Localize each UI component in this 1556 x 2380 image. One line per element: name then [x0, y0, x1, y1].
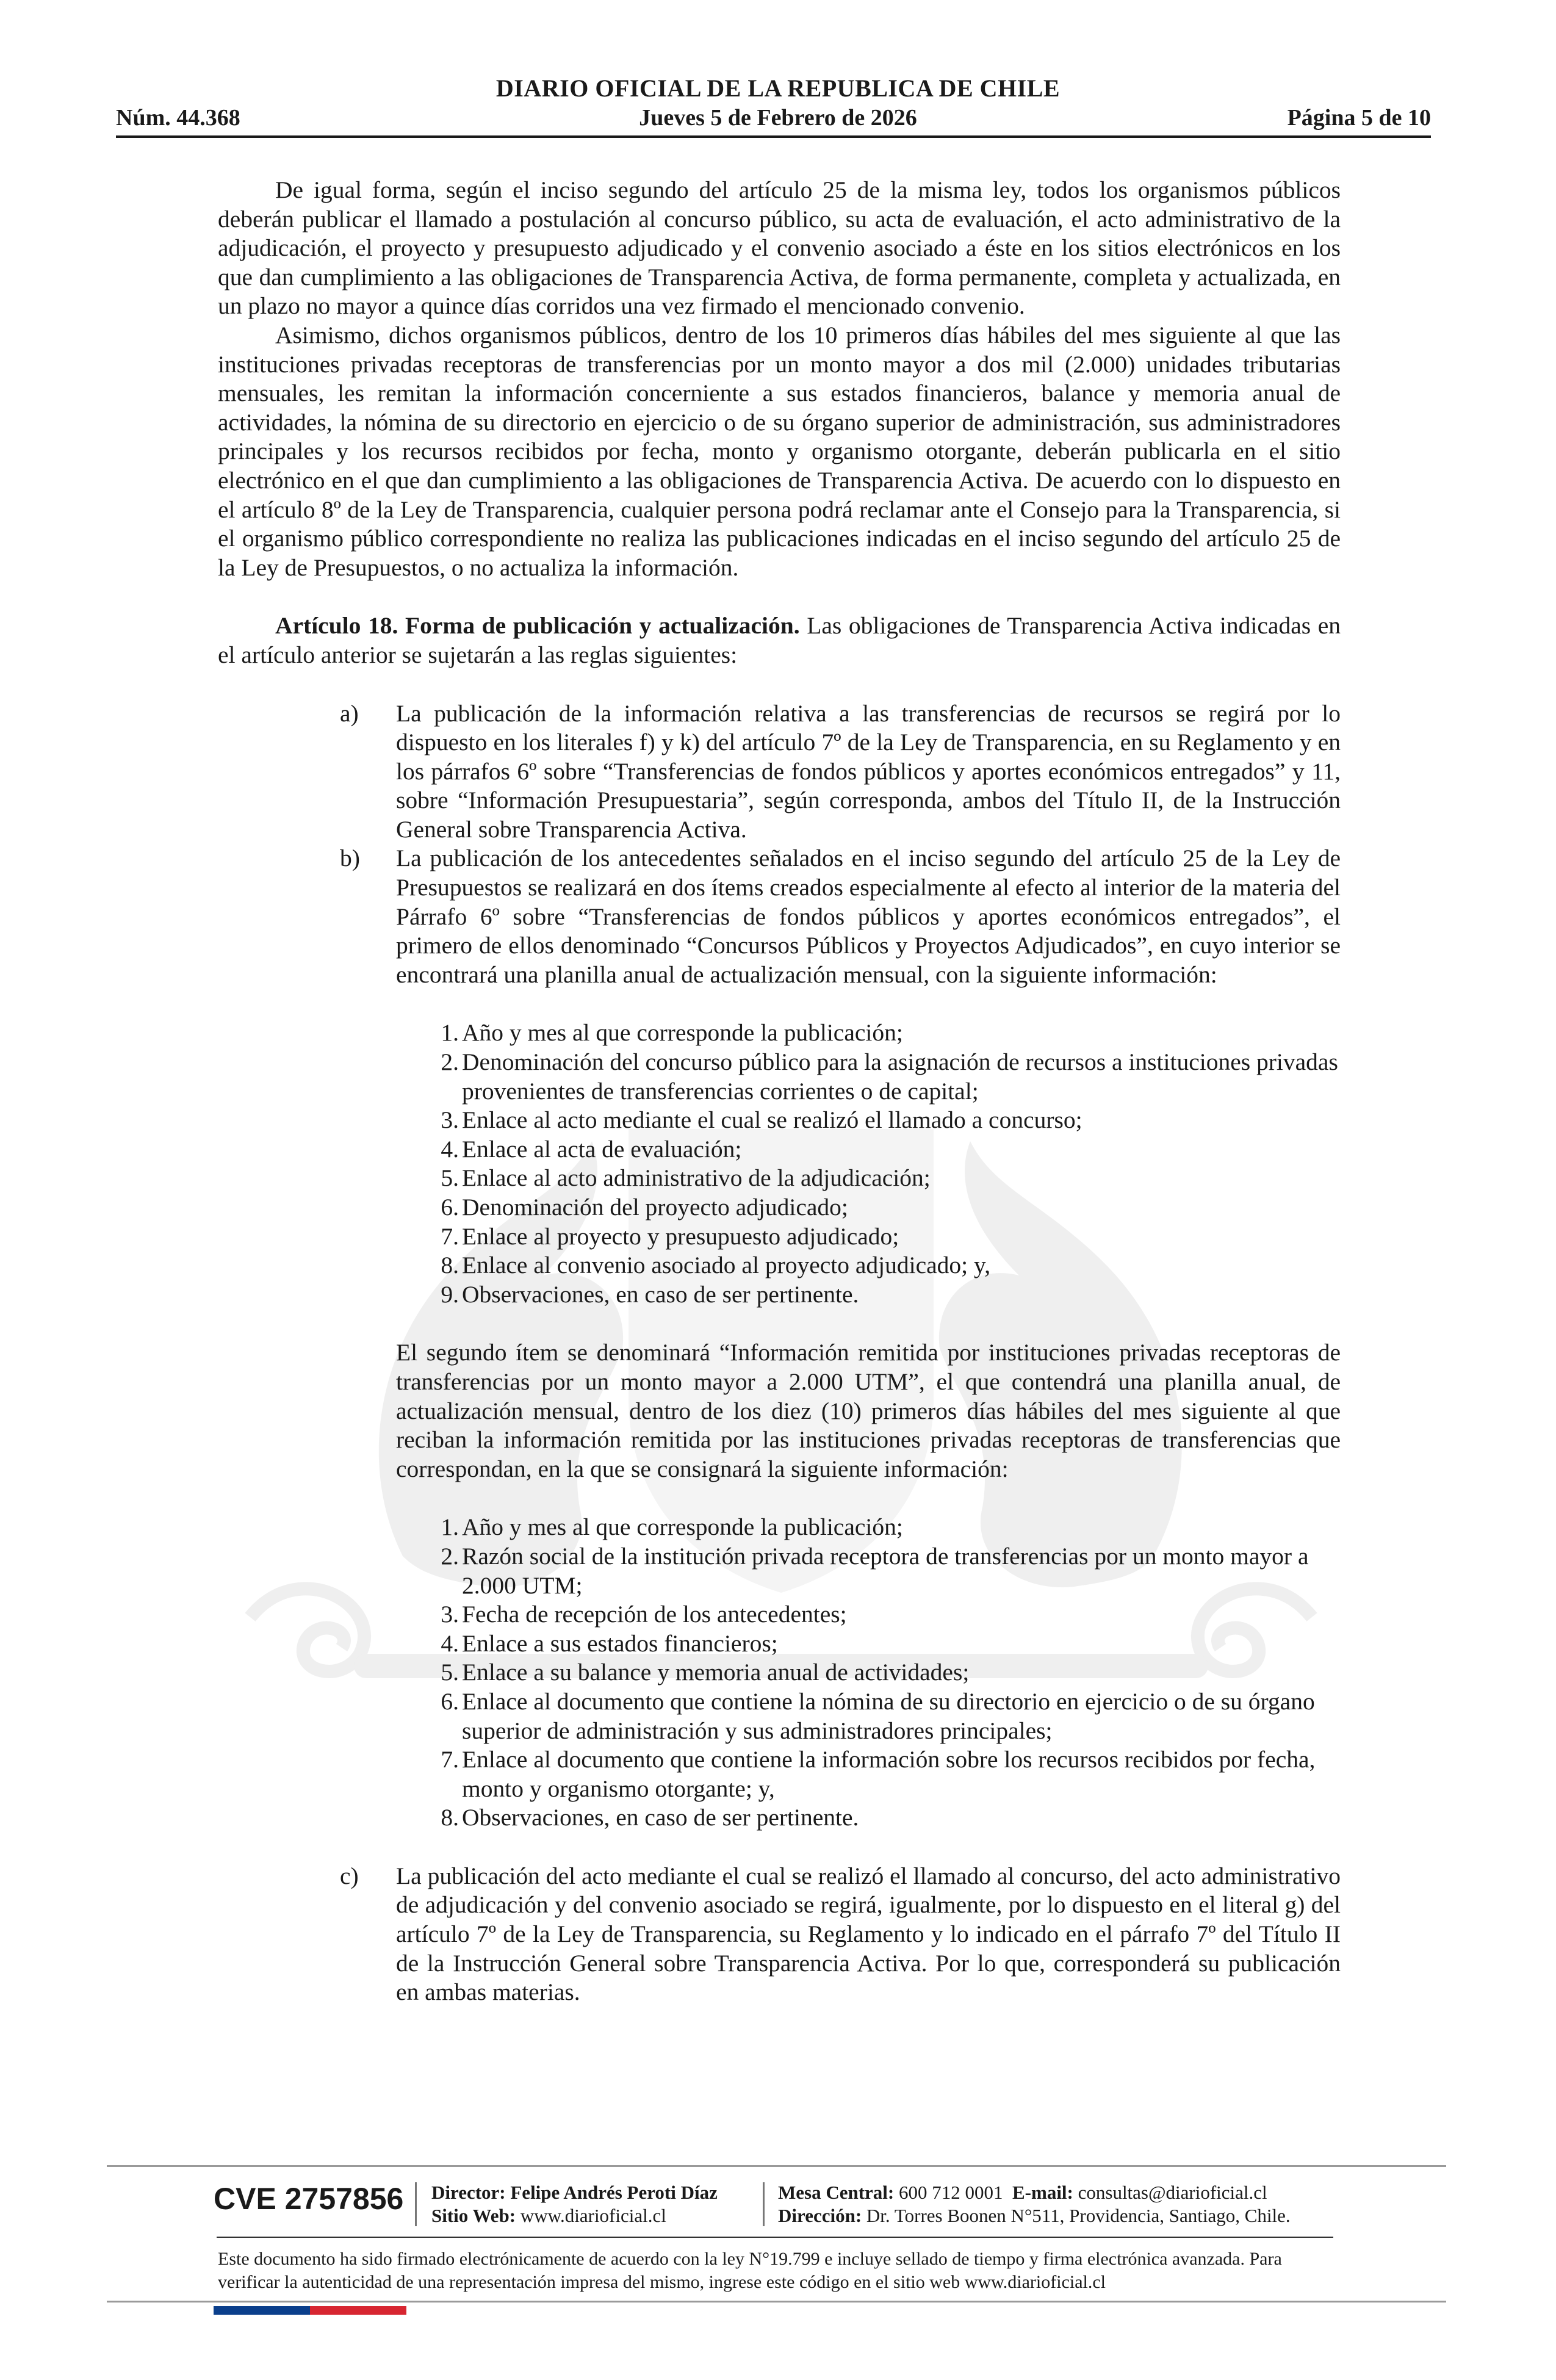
body-text [218, 176, 1341, 2007]
address: Dr. Torres Boonen N°511, Providencia, Santiago, Chile. [862, 2205, 1291, 2226]
item-text: Denominación del proyecto adjudicado; [462, 1194, 848, 1221]
numbered-item [218, 1629, 1341, 1659]
item-number: 5. [441, 1164, 459, 1192]
numbered-item [218, 1164, 1341, 1193]
footer-divider [763, 2182, 765, 2226]
item-text: Enlace al proyecto y presupuesto adjudicado; [462, 1222, 899, 1250]
numbered-item [218, 1513, 1341, 1542]
cve-code: CVE 2757856 [214, 2182, 404, 2216]
item-number: 2. [441, 1048, 459, 1076]
numbered-item [218, 1542, 1341, 1600]
site-label: Sitio Web: [431, 2205, 516, 2226]
item-number: 8. [441, 1252, 459, 1279]
email-label: E-mail: [1012, 2182, 1073, 2203]
article-text: Las obligaciones de Transparencia Activa indicadas en el artículo anterior se sujetarán a las reglas siguientes: [218, 612, 1341, 668]
item-text: Observaciones, en caso de ser pertinente. [462, 1804, 859, 1831]
numbered-item [218, 1222, 1341, 1252]
legal-notice: Este documento ha sido firmado electrónicamente de acuerdo con la ley N°19.799 e incluye sellado de tiempo y firma electrónica avanzada. Para verificar la autenticidad de una representación impresa del mismo, ingrese este código en el sitio web www.diarioficial.cl [218, 2249, 1282, 2292]
item-number: 1. [441, 1513, 459, 1541]
item-text: Fecha de recepción de los antecedentes; [462, 1601, 847, 1628]
item-text: Enlace al acta de evaluación; [462, 1135, 742, 1163]
newspaper-title: DIARIO OFICIAL DE LA REPUBLICA DE CHILE [495, 74, 1061, 102]
item-number: 6. [441, 1194, 459, 1221]
list-item [218, 844, 1341, 989]
numbered-item [218, 1687, 1341, 1745]
director-info [431, 2181, 718, 2227]
item-text: Enlace al acto administrativo de la adjudicación; [462, 1164, 931, 1192]
item-text: Enlace al acto mediante el cual se realizó el llamado a concurso; [462, 1106, 1082, 1134]
director-label: Director: [431, 2182, 506, 2203]
footer-divider [415, 2182, 417, 2226]
contact-info [778, 2181, 1291, 2227]
email-link[interactable]: consultas@diarioficial.cl [1073, 2182, 1267, 2203]
item-text: Año y mes al que corresponde la publicación; [462, 1513, 903, 1541]
paragraph: Asimismo, dichos organismos públicos, dentro de los 10 primeros días hábiles del mes siguiente al que las instituciones privadas receptoras de transferencias por un monto mayor a dos mil (2.000) unidades tributarias mensuales, les remitan la información concerniente a sus estados financieros, balance y memoria anual de actividades, la nómina de su directorio en ejercicio o de su órgano superior de administración, sus administradores principales y los recursos recibidos por fecha, monto y organismo otorgante, deberán publicarla en el sitio electrónico en el que dan cumplimiento a las obligaciones de Transparencia Activa. De acuerdo con lo dispuesto en el artículo 8º de la Ley de Transparencia, cualquier persona podrá reclamar ante el Consejo para la Transparencia, si el organismo público correspondiente no realiza las publicaciones indicadas en el inciso segundo del artículo 25 de la Ley de Presupuestos, o no actualiza la información. [218, 321, 1341, 581]
numbered-item [218, 1193, 1341, 1222]
item-number: 9. [441, 1280, 459, 1308]
item-text: Denominación del concurso público para la asignación de recursos a instituciones privadas provenientes de transferencias corrientes o de capital; [462, 1048, 1338, 1105]
paragraph: De igual forma, según el inciso segundo del artículo 25 de la misma ley, todos los organismos públicos deberán publicar el llamado a postulación al concurso público, su acta de evaluación, el acto administrativo de la adjudicación, el proyecto y presupuesto adjudicado y el convenio asociado a éste en los sitios electrónicos en los que dan cumplimiento a las obligaciones de Transparencia Activa, de forma permanente, completa y actualizada, en un plazo no mayor a quince días corridos una vez firmado el mencionado convenio. [218, 176, 1341, 320]
numbered-item [218, 1600, 1341, 1629]
numbered-list [218, 1513, 1341, 1833]
director-name: Felipe Andrés Peroti Díaz [505, 2182, 718, 2203]
address-label: Dirección: [778, 2205, 862, 2226]
flag-bar-blue [214, 2306, 310, 2315]
item-text: Razón social de la institución privada receptora de transferencias por un monto mayor a 2.000 UTM; [462, 1542, 1309, 1599]
numbered-item [218, 1745, 1341, 1803]
issue-date: Jueves 5 de Febrero de 2026 [639, 105, 917, 131]
article-18-paragraph [218, 611, 1341, 669]
paragraph: El segundo ítem se denominará “Información remitida por instituciones privadas receptoras de transferencias por un monto mayor a 2.000 UTM”, el que contendrá una planilla anual, de actualización mensual, dentro de los diez (10) primeros días hábiles del mes siguiente al que reciban la información remitida por las instituciones privadas receptoras de transferencias que correspondan, en la que se consignará la siguiente información: [396, 1339, 1341, 1482]
item-number: 7. [441, 1746, 459, 1773]
item-text: Observaciones, en caso de ser pertinente. [462, 1280, 859, 1308]
numbered-item [218, 1658, 1341, 1687]
numbered-item [218, 1280, 1341, 1310]
item-text: La publicación de los antecedentes señalados en el inciso segundo del artículo 25 de la Ley de Presupuestos se realizará en dos ítems creados especialmente al efecto al interior de la materia del Párrafo 6º sobre “Transferencias de fondos públicos y aportes económicos entregados”, el primero de ellos denominado “Concursos Públicos y Proyectos Adjudicados”, en cuyo interior se encontrará una planilla anual de actualización mensual, con la siguiente información: [396, 845, 1341, 988]
numbered-item [218, 1135, 1341, 1164]
list-item [218, 1862, 1341, 2007]
item-label: a) [340, 699, 359, 727]
phone-label: Mesa Central: [778, 2182, 895, 2203]
footer-rule [217, 2237, 1333, 2238]
numbered-item [218, 1106, 1341, 1135]
numbered-list [218, 1019, 1341, 1309]
item-text: Enlace al documento que contiene la nómina de su directorio en ejercicio o de su órgano superior de administración y sus administradores principales; [462, 1687, 1315, 1744]
footer-rule [107, 2165, 1446, 2167]
flag-bar-red [310, 2306, 406, 2315]
site-link[interactable]: www.diarioficial.cl [516, 2205, 666, 2226]
item-number: 3. [441, 1601, 459, 1628]
footer-rule [107, 2301, 1446, 2302]
numbered-item [218, 1048, 1341, 1106]
page-number: Página 5 de 10 [1287, 105, 1431, 131]
item-number: 4. [441, 1629, 459, 1657]
item-label: c) [340, 1862, 359, 1889]
item-number: 5. [441, 1659, 459, 1686]
item-text: La publicación del acto mediante el cual se realizó el llamado al concurso, del acto administrativo de adjudicación y del convenio asociado se regirá, igualmente, por lo dispuesto en el literal g) del artículo 7º de la Ley de Transparencia, su Reglamento y lo indicado en el párrafo 7º del Título II de la Instrucción General sobre Transparencia Activa. Por lo que, corresponderá su publicación en ambas materias. [396, 1862, 1341, 2006]
item-text: Enlace al documento que contiene la información sobre los recursos recibidos por fecha, monto y organismo otorgante; y, [462, 1746, 1316, 1802]
numbered-item [218, 1019, 1341, 1048]
article-heading: Artículo 18. Forma de publicación y actualización. [275, 612, 800, 640]
numbered-item [218, 1803, 1341, 1833]
item-number: 4. [441, 1135, 459, 1163]
item-number: 6. [441, 1687, 459, 1715]
list-item [218, 699, 1341, 845]
header-rule [116, 135, 1431, 138]
item-text: La publicación de la información relativa a las transferencias de recursos se regirá por lo dispuesto en los literales f) y k) del artículo 7º de la Ley de Transparencia, en su Reglamento y en los párrafos 6º sobre “Transferencias de fondos públicos y aportes económicos entregados” y 11, sobre “Información Presupuestaria”, según corresponda, ambos del Título II, de la Instrucción General sobre Transparencia Activa. [396, 699, 1341, 843]
issue-number: Núm. 44.368 [116, 105, 240, 131]
numbered-item [218, 1251, 1341, 1280]
item-number: 2. [441, 1542, 459, 1570]
item-number: 1. [441, 1019, 459, 1047]
item-number: 8. [441, 1804, 459, 1831]
item-text: Enlace a su balance y memoria anual de actividades; [462, 1659, 970, 1686]
item-number: 3. [441, 1106, 459, 1134]
item-number: 7. [441, 1222, 459, 1250]
item-text: Enlace al convenio asociado al proyecto adjudicado; y, [462, 1252, 991, 1279]
phone-number: 600 712 0001 [894, 2182, 1003, 2203]
item-text: Año y mes al que corresponde la publicación; [462, 1019, 903, 1047]
item-text: Enlace a sus estados financieros; [462, 1629, 778, 1657]
item-label: b) [340, 845, 360, 872]
